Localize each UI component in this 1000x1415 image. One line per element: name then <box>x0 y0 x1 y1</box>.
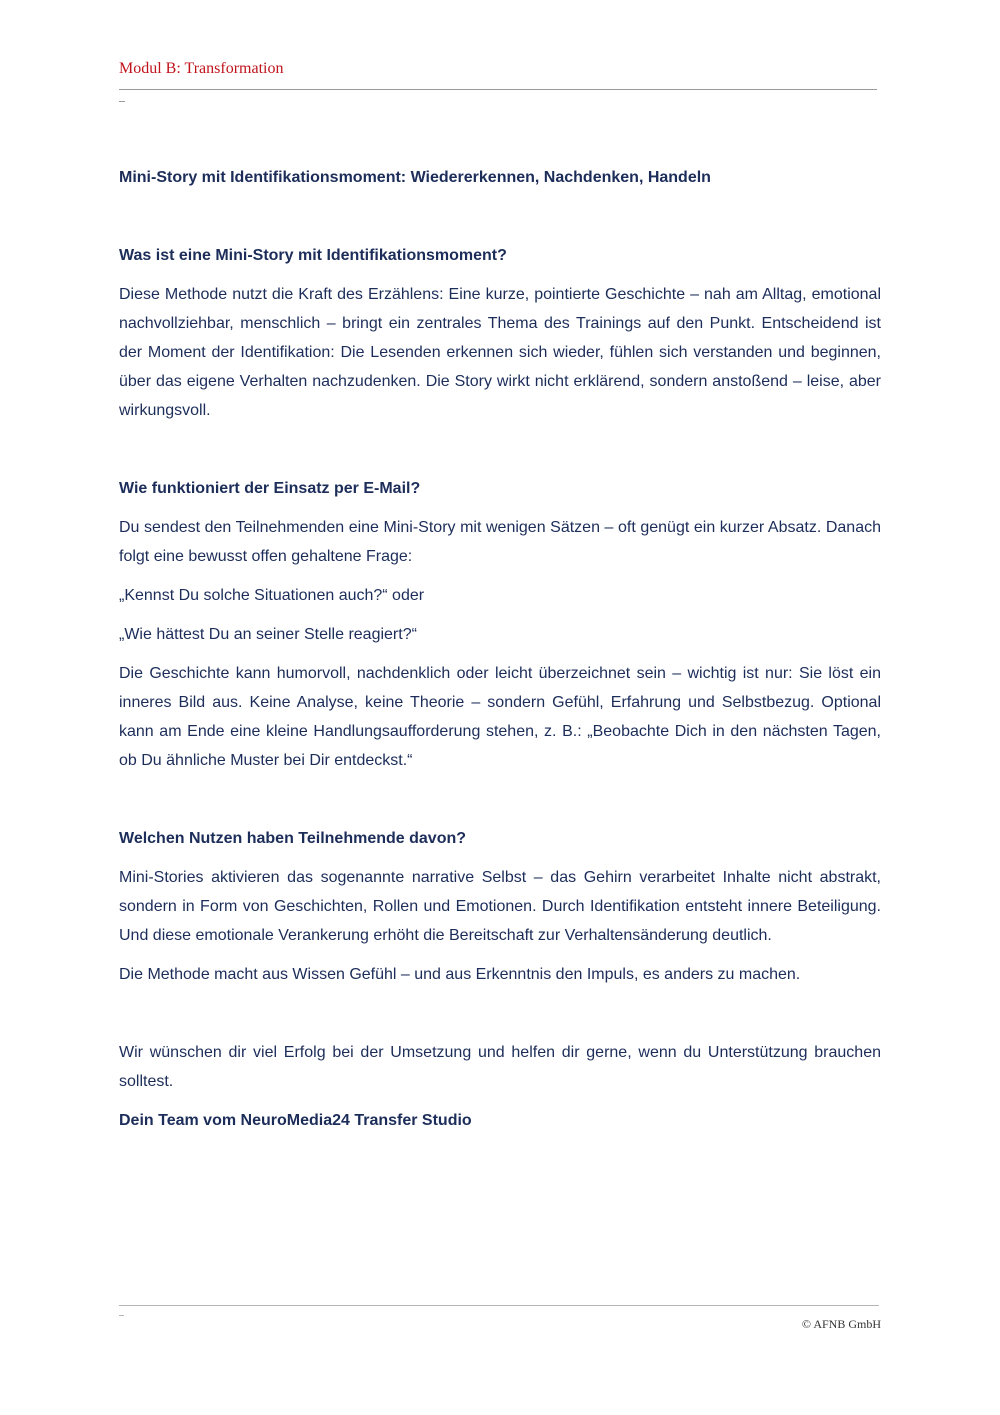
closing-paragraph: Wir wünschen dir viel Erfolg bei der Umsetzung und helfen dir gerne, wenn du Unterstützung brauchen solltest. <box>119 1044 881 1090</box>
footer-copyright: © AFNB GmbH <box>801 1317 881 1331</box>
document-title: Mini-Story mit Identifikationsmoment: Wiedererkennen, Nachdenken, Handeln <box>119 169 711 186</box>
section-heading-what-is: Was ist eine Mini-Story mit Identifikationsmoment? <box>119 247 507 264</box>
document-body <box>119 163 881 1135</box>
header-module-title: Modul B: Transformation <box>119 60 284 77</box>
example-question-2: „Wie hättest Du an seiner Stelle reagiert?“ <box>119 626 417 643</box>
section-paragraph-email-details: Die Geschichte kann humorvoll, nachdenklich oder leicht überzeichnet sein – wichtig ist nur: Sie löst ein inneres Bild aus. Keine Analyse, keine Theorie – sondern Gefühl, Erfahrung und Selbstbezug. Optional kann am Ende eine kleine Handlungsaufforderung stehen, z. B.: „Beobachte Dich in den nächsten Tagen, ob Du ähnliche Muster bei Dir entdeckst.“ <box>119 665 881 769</box>
section-heading-email-use: Wie funktioniert der Einsatz per E-Mail? <box>119 480 421 497</box>
section-paragraph-email-intro: Du sendest den Teilnehmenden eine Mini-Story mit wenigen Sätzen – oft genügt ein kurzer Absatz. Danach folgt eine bewusst offen gehaltene Frage: <box>119 519 881 565</box>
header-divider <box>119 89 877 90</box>
section-paragraph-benefit: Mini-Stories aktivieren das sogenannte narrative Selbst – das Gehirn verarbeitet Inhalte nicht abstrakt, sondern in Form von Geschichten, Rollen und Emotionen. Durch Identifikation entsteht innere Beteiligung. Und diese emotionale Verankerung erhöht die Bereitschaft zur Verhaltensänderung deutlich. <box>119 869 881 944</box>
example-question-1: „Kennst Du solche Situationen auch?“ oder <box>119 587 425 604</box>
footer-divider <box>119 1305 879 1306</box>
section-heading-benefit: Welchen Nutzen haben Teilnehmende davon? <box>119 830 467 847</box>
footer-divider-tick <box>119 1315 124 1316</box>
header-divider-tick <box>119 101 125 102</box>
closing-signature: Dein Team vom NeuroMedia24 Transfer Studio <box>119 1112 472 1129</box>
section-paragraph-what-is: Diese Methode nutzt die Kraft des Erzählens: Eine kurze, pointierte Geschichte – nah am Alltag, emotional nachvollziehbar, menschlich – bringt ein zentrales Thema des Trainings auf den Punkt. Entscheidend ist der Moment der Identifikation: Die Lesenden erkennen sich wieder, fühlen sich verstanden und beginnen, über das eigene Verhalten nachzudenken. Die Story wirkt nicht erklärend, sondern anstoßend – leise, aber wirkungsvoll. <box>119 286 881 419</box>
section-paragraph-benefit-summary: Die Methode macht aus Wissen Gefühl – und aus Erkenntnis den Impuls, es anders zu machen. <box>119 966 801 983</box>
